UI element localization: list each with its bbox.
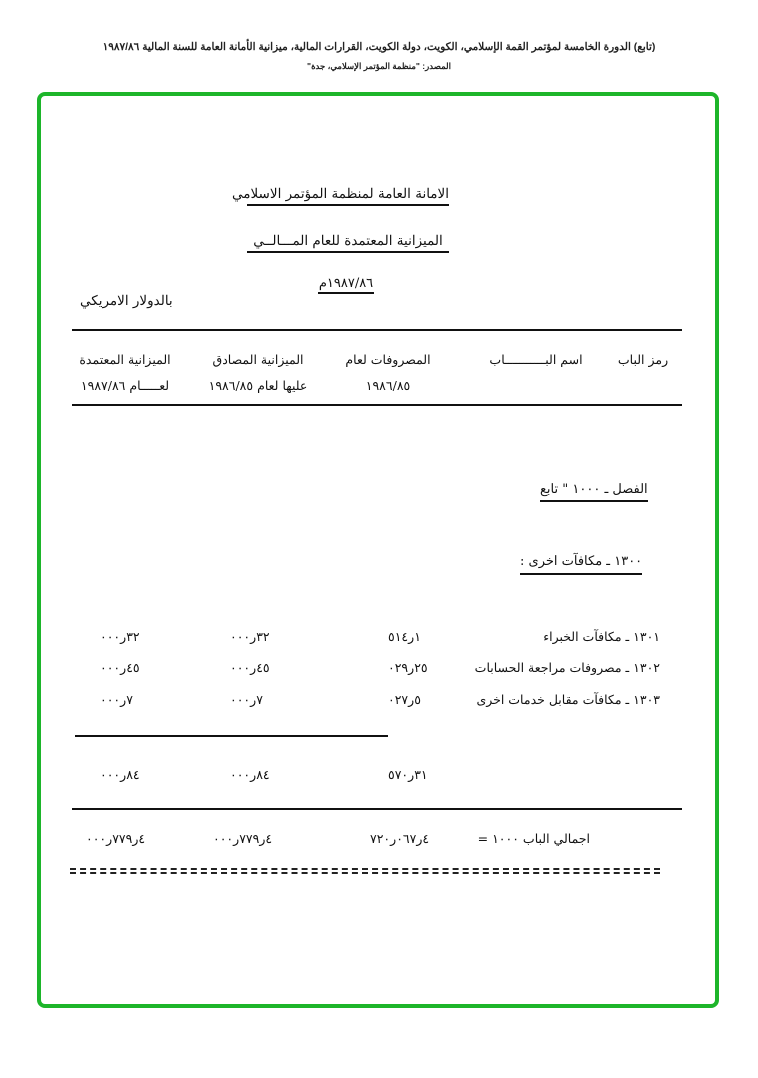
column-header-expenditure-line2: ١٩٨٦/٨٥: [365, 378, 411, 393]
total-budget: ٤ر٧٧٩ر٠٠٠: [86, 831, 146, 846]
item-name: ١٣٠١ ـ مكافآت الخبراء: [543, 629, 660, 644]
column-header-budget-line2: لعـــــام ١٩٨٧/٨٦: [80, 378, 170, 393]
column-header-name-label: اسم البـــــــــــاب: [489, 352, 583, 367]
column-header-expenditure-line1: المصروفات لعام: [345, 352, 431, 367]
total-approved: ٤ر٧٧٩ر٠٠٠: [213, 831, 273, 846]
chapter-heading: الفصل ـ ١٠٠٠ " تابع: [540, 482, 648, 502]
table-header-rule: [72, 404, 682, 406]
section-heading: ١٣٠٠ ـ مكافآت اخرى :: [520, 554, 642, 575]
org-title: الامانة العامة لمنظمة المؤتمر الاسلامي: [247, 186, 449, 206]
item-budget: ٧ر٠٠٠: [100, 692, 133, 707]
double-rule: [70, 868, 660, 874]
item-approved: ٣٢ر٠٠٠: [230, 629, 270, 644]
column-header-approved-line1: الميزانية المصادق: [212, 352, 304, 367]
column-header-code-label: رمز الباب: [617, 352, 669, 367]
column-header-expenditure: [338, 347, 438, 399]
item-approved: ٧ر٠٠٠: [230, 692, 263, 707]
budget-title: الميزانية المعتمدة للعام المـــالــي: [247, 233, 449, 253]
item-approved: ٤٥ر٠٠٠: [230, 660, 270, 675]
table-top-rule: [72, 329, 682, 331]
column-header-budget-line1: الميزانية المعتمدة: [79, 352, 171, 367]
fiscal-year: ١٩٨٧/٨٦م: [318, 276, 374, 294]
item-name: ١٣٠٣ ـ مكافآت مقابل خدمات اخرى: [476, 692, 660, 707]
subtotal-approved: ٨٤ر٠٠٠: [230, 767, 270, 782]
subtotal-budget: ٨٤ر٠٠٠: [100, 767, 140, 782]
item-expenditure: ٢٥ر٠٢٩: [388, 660, 428, 675]
subtotal-rule: [75, 735, 388, 737]
subtotal-expenditure: ٣١ر٥٧٠: [388, 767, 428, 782]
total-expenditure: ٤ر٠٦٧ر٧٢٠: [370, 831, 430, 846]
total-label: اجمالي الباب ١٠٠٠ =: [477, 831, 590, 846]
page-header-source: المصدر: "منظمة المؤتمر الإسلامي، جدة": [307, 61, 451, 71]
item-expenditure: ١ر٥١٤: [388, 629, 421, 644]
column-header-budget: [66, 347, 184, 399]
column-header-approved: [196, 347, 320, 399]
item-budget: ٤٥ر٠٠٠: [100, 660, 140, 675]
item-expenditure: ٥ر٠٢٧: [388, 692, 421, 707]
column-header-code: [606, 347, 680, 373]
total-rule: [72, 808, 682, 810]
column-header-name: [478, 347, 594, 373]
currency-label: بالدولار الامريكي: [80, 293, 173, 309]
item-budget: ٣٢ر٠٠٠: [100, 629, 140, 644]
column-header-approved-line2: عليها لعام ١٩٨٦/٨٥: [208, 378, 308, 393]
page-header-title: (تابع) الدورة الخامسة لمؤتمر القمة الإسلامي، الكويت، دولة الكويت، القرارات المالية، ميزانية الأمانة العامة للسنة المالية ١٩٨٧/٨٦: [102, 41, 656, 53]
item-name: ١٣٠٢ ـ مصروفات مراجعة الحسابات: [474, 660, 660, 675]
